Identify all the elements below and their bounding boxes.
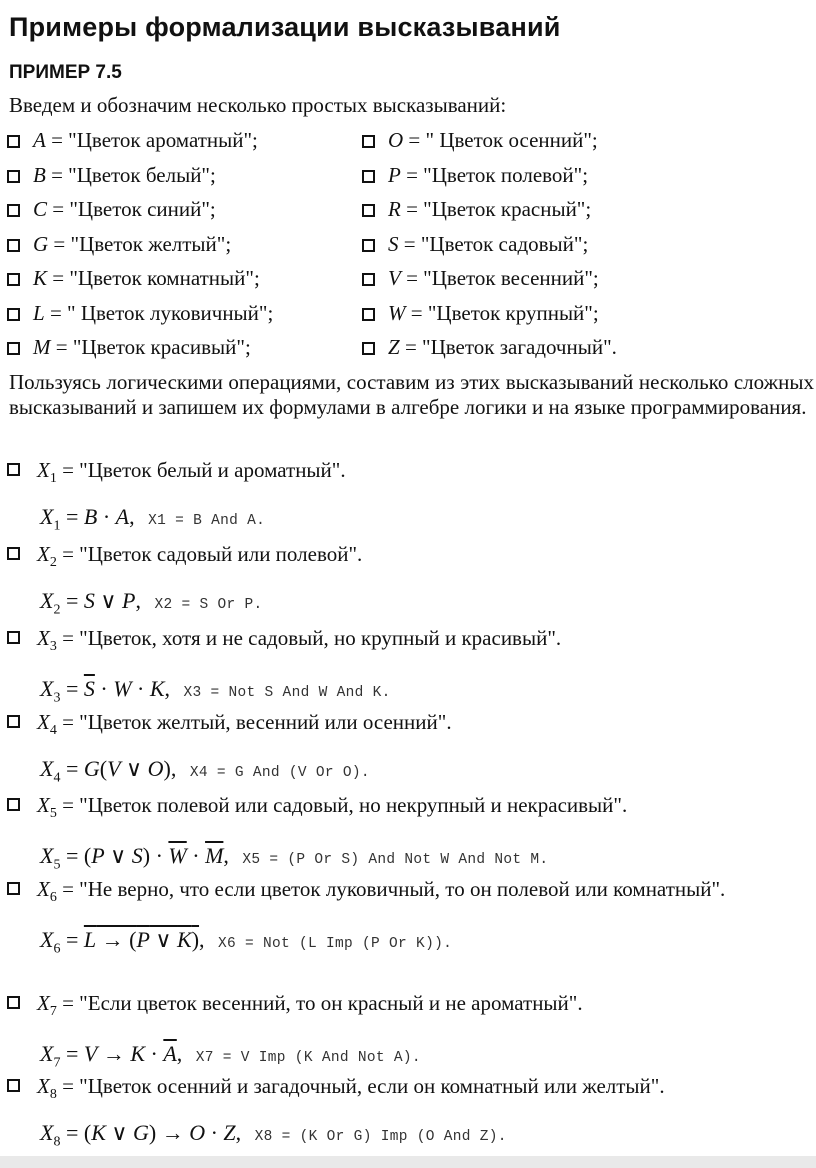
statement-item <box>7 1073 813 1151</box>
statement-text: = "Цветок полевой или садовый, но некрупный и некрасивый". <box>62 793 628 817</box>
definition-row <box>7 128 807 163</box>
square-bullet-icon <box>7 239 20 252</box>
square-bullet-icon <box>362 342 375 355</box>
definition-text: = "Цветок синий"; <box>52 197 216 221</box>
statement-variable: $X_7$ <box>37 991 57 1020</box>
explanation-paragraph: Пользуясь логическими операциями, составим из этих высказываний несколько сложных высказываний и запишем их формулами в алгебре логики и на языке программирования. <box>9 370 814 419</box>
statement-line <box>7 876 813 911</box>
square-bullet-icon <box>362 170 375 183</box>
statement-item <box>7 990 813 1072</box>
variable-name: K <box>33 266 48 290</box>
square-bullet-icon <box>7 308 20 321</box>
statement-line <box>7 457 813 492</box>
statement-text: = "Цветок белый и ароматный". <box>62 458 346 482</box>
definitions-list <box>7 128 807 370</box>
statement-line <box>7 792 813 827</box>
definition-row <box>7 163 807 198</box>
definition-row <box>7 197 807 232</box>
definition-text: = "Цветок желтый"; <box>53 231 232 256</box>
statement-line <box>7 625 813 660</box>
definition-left <box>7 197 216 222</box>
square-bullet-icon <box>7 170 20 183</box>
code-expression: X3 = Not S And W And K. <box>183 685 391 702</box>
statement-variable: $X_2$ <box>37 542 57 571</box>
square-bullet-icon <box>362 273 375 286</box>
definition-right <box>362 232 588 257</box>
statement-text: = "Цветок садовый или полевой". <box>62 542 363 566</box>
square-bullet-icon <box>7 798 20 811</box>
variable-name: Z <box>388 335 400 359</box>
square-bullet-icon <box>362 239 375 252</box>
statement-item <box>7 625 813 707</box>
definition-text: = " Цветок осенний"; <box>408 128 598 152</box>
definition-left <box>7 232 231 257</box>
statement-text: = "Если цветок весенний, то он красный и не ароматный". <box>62 991 583 1015</box>
example-label: ПРИМЕР 7.5 <box>9 62 122 83</box>
square-bullet-icon <box>362 135 375 148</box>
statement-text: = "Цветок желтый, весенний или осенний". <box>62 710 452 734</box>
formula-line: $X_1 = B \cdot A$, X1 = B And A. <box>40 504 266 534</box>
statement-text: = "Цветок осенний и загадочный, если он комнатный или желтый". <box>62 1074 665 1098</box>
statement-line <box>7 541 813 576</box>
definition-left <box>7 266 260 291</box>
variable-name: G <box>33 231 49 256</box>
definition-text: = "Цветок комнатный"; <box>52 266 260 290</box>
formula-line: $X_7 = V \to K \cdot \overline{A}$, X7 = V Imp (K And Not A). <box>40 1041 421 1071</box>
definition-text: = "Цветок белый"; <box>51 162 216 187</box>
definition-text: = " Цветок луковичный"; <box>49 300 274 325</box>
variable-name: M <box>33 335 51 359</box>
code-expression: X6 = Not (L Imp (P Or K)). <box>218 936 453 953</box>
formula-line: $X_8 = (K$ ∨ G) → O · Z, X8 = (K Or G) Imp (O And Z). <box>40 1120 507 1150</box>
code-expression: X7 = V Imp (K And Not A). <box>195 1050 421 1067</box>
formula-line: $X_3 = \overline{S} \cdot W \cdot K$, X3 = Not S And W And K. <box>40 676 391 706</box>
statement-variable: $X_6$ <box>37 877 57 906</box>
statement-variable: $X_1$ <box>37 458 57 487</box>
definition-text: = "Цветок садовый"; <box>403 231 589 256</box>
definition-right <box>362 335 617 360</box>
variable-name: C <box>33 197 48 221</box>
definition-row <box>7 232 807 267</box>
code-expression: X2 = S Or P. <box>154 597 263 614</box>
square-bullet-icon <box>7 273 20 286</box>
square-bullet-icon <box>7 342 20 355</box>
definition-right <box>362 163 588 188</box>
statement-item <box>7 876 813 958</box>
variable-name: R <box>388 197 401 221</box>
variable-name: B <box>33 162 46 187</box>
statement-line <box>7 709 813 744</box>
definition-left <box>7 301 273 326</box>
intro-text: Введем и обозначим несколько простых высказываний: <box>9 93 507 117</box>
definition-left <box>7 335 251 360</box>
definition-row <box>7 266 807 301</box>
statement-variable: $X_8$ <box>37 1074 57 1103</box>
page-title: Примеры формализации высказываний <box>9 12 561 42</box>
definition-text: = "Цветок красный"; <box>406 197 592 221</box>
square-bullet-icon <box>362 204 375 217</box>
code-expression: X4 = G And (V Or O). <box>189 765 370 782</box>
statement-line <box>7 1073 813 1108</box>
definition-text: = "Цветок полевой"; <box>406 162 589 187</box>
square-bullet-icon <box>7 715 20 728</box>
statement-item <box>7 457 813 535</box>
definition-text: = "Цветок загадочный". <box>404 335 617 359</box>
square-bullet-icon <box>7 204 20 217</box>
square-bullet-icon <box>7 547 20 560</box>
definition-left <box>7 128 258 153</box>
formula-line: $X_6 = L \to (P$ ∨ K), X6 = Not (L Imp (P Or K)). <box>40 927 453 957</box>
formula-line: $X_4 = G(V$ ∨ O), X4 = G And (V Or O). <box>40 756 370 786</box>
formula-line: $X_5 = (P$ ∨ $S) \cdot \overline{W} \cdot \overline{M}$, X5 = (P Or S) And Not W And Not M. <box>40 843 549 873</box>
square-bullet-icon <box>7 135 20 148</box>
statement-item <box>7 792 813 874</box>
definition-row <box>7 335 807 370</box>
square-bullet-icon <box>7 996 20 1009</box>
statement-variable: $X_5$ <box>37 793 57 822</box>
square-bullet-icon <box>7 882 20 895</box>
definition-right <box>362 301 599 326</box>
statement-item <box>7 709 813 787</box>
definition-left <box>7 163 216 188</box>
square-bullet-icon <box>362 308 375 321</box>
definition-text: = "Цветок ароматный"; <box>51 128 258 152</box>
statement-text: = "Не верно, что если цветок луковичный, то он полевой или комнатный". <box>62 877 726 901</box>
square-bullet-icon <box>7 631 20 644</box>
square-bullet-icon <box>7 463 20 476</box>
variable-name: A <box>33 128 46 152</box>
statement-item <box>7 541 813 619</box>
statement-line <box>7 990 813 1025</box>
variable-name: S <box>388 231 399 256</box>
bottom-scrollbar[interactable] <box>0 1156 816 1168</box>
variable-name: L <box>33 300 45 325</box>
definition-text: = "Цветок красивый"; <box>55 335 251 359</box>
definition-row <box>7 301 807 336</box>
definition-text: = "Цветок крупный"; <box>410 300 599 325</box>
definition-text: = "Цветок весенний"; <box>406 266 599 290</box>
variable-name: O <box>388 128 404 152</box>
statement-text: = "Цветок, хотя и не садовый, но крупный и красивый". <box>62 626 562 650</box>
code-expression: X5 = (P Or S) And Not W And Not M. <box>242 852 549 869</box>
definition-right <box>362 197 591 222</box>
statement-variable: $X_4$ <box>37 710 57 739</box>
code-expression: X8 = (K Or G) Imp (O And Z). <box>254 1129 507 1146</box>
variable-name: P <box>388 162 401 187</box>
code-expression: X1 = B And A. <box>148 513 266 530</box>
statement-variable: $X_3$ <box>37 626 57 655</box>
definition-right <box>362 128 598 153</box>
formula-line: $X_2 = S$ ∨ P, X2 = S Or P. <box>40 588 263 618</box>
definition-right <box>362 266 599 291</box>
square-bullet-icon <box>7 1079 20 1092</box>
variable-name: V <box>388 266 401 290</box>
variable-name: W <box>388 300 406 325</box>
